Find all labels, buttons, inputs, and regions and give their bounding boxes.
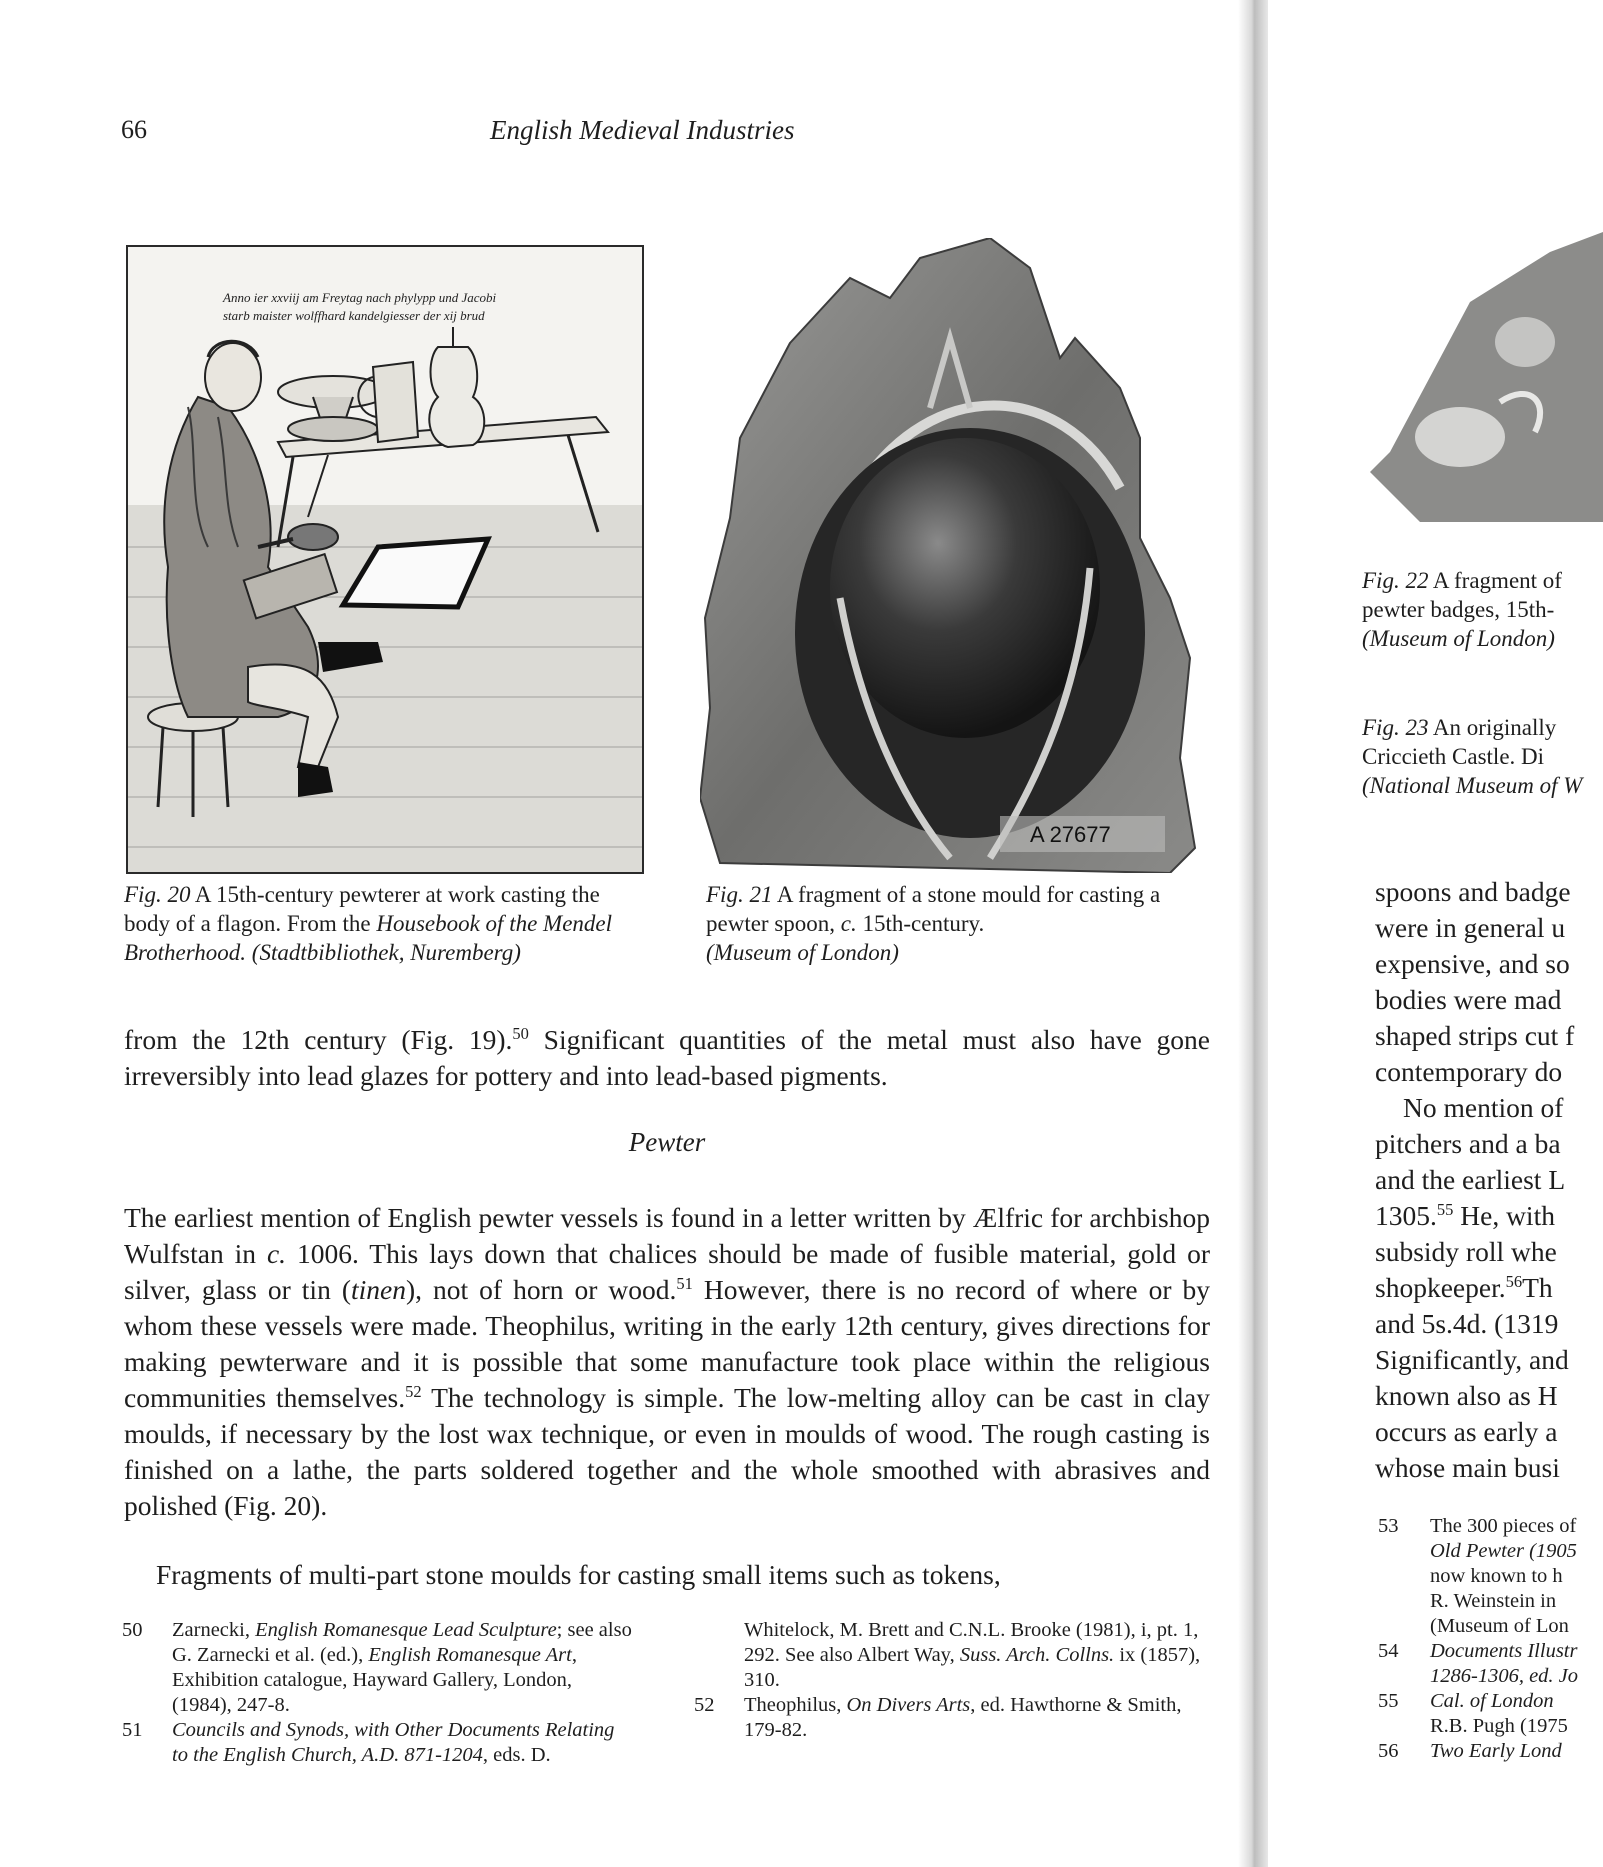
footnote-ref-50: 50 xyxy=(512,1023,529,1043)
figure-23-label: Fig. 23 xyxy=(1362,715,1429,740)
fn52-b: On Divers Arts xyxy=(846,1694,971,1716)
right-line-text: He, with xyxy=(1460,1200,1555,1231)
running-title: English Medieval Industries xyxy=(490,115,795,145)
para2-text-e: The technology is simple. The low-melting alloy can be cast in clay moulds, if necessary by the lost wax technique, or even in moulds of wood. The rough casting is finished on a lathe, the parts soldered together and the whole smoothed with abrasives and polished (Fig. 20). xyxy=(124,1382,1210,1521)
footnote-50-number: 50 xyxy=(122,1619,143,1641)
para2-tinen: tinen xyxy=(350,1274,406,1305)
figure-20-illustration xyxy=(126,245,644,874)
figure-22-caption xyxy=(1362,566,1603,653)
figure-21-caption-circa: c. xyxy=(840,911,857,936)
para2-text-c: ), not of horn or wood. xyxy=(405,1274,677,1305)
right-footnote-text: Old Pewter (1905 xyxy=(1430,1540,1577,1562)
right-footnote-number: 53 xyxy=(1378,1515,1399,1537)
fn50-a: Zarnecki, xyxy=(172,1619,256,1641)
figure-20-caption xyxy=(124,880,634,967)
fn52-a: Theophilus, xyxy=(744,1694,847,1716)
right-line: spoons and badge xyxy=(1375,876,1571,907)
figure-21-caption xyxy=(706,880,1206,967)
right-footnote xyxy=(1378,1564,1603,1589)
page-number: 66 xyxy=(121,115,147,144)
para2-text-d: However, there is no record of where or by whom these vessels were made. Theophilus, writing in the early 12th century, gives directions for making pewterware and it is possible that some manufacture took place within the religious communities themselves. xyxy=(124,1274,1211,1413)
fn51-b: , eds. D. xyxy=(482,1744,551,1766)
paragraph-continuation xyxy=(124,1022,1210,1094)
fn50-d: English Romanesque Art xyxy=(368,1644,572,1666)
right-footnote-text: now known to h xyxy=(1430,1565,1563,1587)
manuscript-inscription-line1: Anno ier xxviij am Freytag nach phylypp und Jacobi xyxy=(223,290,497,305)
figure-20-label: Fig. 20 xyxy=(124,882,191,907)
right-footnote-number: 55 xyxy=(1378,1690,1399,1712)
paragraph-fragments: Fragments of multi-part stone moulds for casting small items such as tokens, xyxy=(156,1559,1001,1590)
right-footnote-text: The 300 pieces of xyxy=(1430,1515,1577,1537)
right-footnote-text: (Museum of Lon xyxy=(1430,1615,1569,1637)
figure-21-caption-source: (Museum of London) xyxy=(706,940,899,965)
figure-23-caption-text: An originally xyxy=(1428,715,1557,740)
para1-text-b: Significant quantities of the metal must also have gone irreversibly into lead glazes for pottery and into lead-based pigments. xyxy=(124,1024,1210,1091)
para2-text-a: The earliest mention of English pewter vessels is found in a letter written by Ælfric for archbishop Wulfstan in xyxy=(124,1202,1210,1269)
book-gutter xyxy=(1238,0,1268,1867)
footnote-51-number: 51 xyxy=(122,1719,143,1741)
right-line: bodies were mad xyxy=(1375,984,1562,1015)
figure-22-label: Fig. 22 xyxy=(1362,568,1429,593)
right-footnote xyxy=(1378,1614,1603,1639)
figure-23-caption-line2: Criccieth Castle. Di xyxy=(1362,744,1545,769)
right-footnote xyxy=(1378,1664,1603,1689)
footnote-52 xyxy=(694,1693,1210,1743)
figure-20-caption-text: A 15th-century pewterer at work casting the body of a flagon. From the xyxy=(124,882,600,936)
figure-21-label: Fig. 21 xyxy=(706,882,773,907)
figure-22-caption-source: (Museum of London) xyxy=(1362,626,1555,651)
right-line xyxy=(1375,1270,1603,1306)
right-footnote-text: R. Weinstein in xyxy=(1430,1590,1557,1612)
right-line: subsidy roll whe xyxy=(1375,1236,1557,1267)
right-line-text: shopkeeper. xyxy=(1375,1272,1506,1303)
right-line-text: Th xyxy=(1522,1272,1553,1303)
fn52-c: , ed. Hawthorne & Smith, 179-82. xyxy=(744,1694,1182,1741)
fn51c-a: Whitelock, M. Brett and C.N.L. Brooke (1981), i, pt. 1, 292. See also Albert Way, xyxy=(744,1619,1199,1666)
right-footnote-text: 1286-1306, ed. Jo xyxy=(1430,1665,1579,1687)
right-page-text xyxy=(1375,874,1603,1486)
right-footnote-text: R.B. Pugh (1975 xyxy=(1430,1715,1568,1737)
right-line: known also as H xyxy=(1375,1380,1558,1411)
right-line: Significantly, and xyxy=(1375,1344,1569,1375)
footnote-50 xyxy=(122,1618,632,1718)
footnote-ref-51: 51 xyxy=(676,1273,693,1293)
footnote-ref-52: 52 xyxy=(405,1381,422,1401)
section-heading: Pewter xyxy=(628,1127,706,1157)
footnote-51-continued xyxy=(744,1618,1210,1693)
right-line: whose main busi xyxy=(1375,1452,1560,1483)
right-footnote xyxy=(1378,1639,1603,1664)
right-line-text: 1305. xyxy=(1375,1200,1437,1231)
fn50-e: , Exhibition catalogue, Hayward Gallery, London, (1984), 247-8. xyxy=(172,1644,577,1716)
stone-mould-photo xyxy=(700,238,1200,873)
right-footnote-number: 54 xyxy=(1378,1640,1399,1662)
right-footnote-text: Documents Illustr xyxy=(1430,1640,1578,1662)
right-line: were in general u xyxy=(1375,912,1566,943)
right-footnote xyxy=(1378,1689,1603,1714)
right-footnote xyxy=(1378,1589,1603,1614)
figure-23-caption xyxy=(1362,713,1603,800)
right-line xyxy=(1375,1198,1603,1234)
footnote-52-number: 52 xyxy=(694,1694,715,1716)
right-line: contemporary do xyxy=(1375,1056,1563,1087)
figure-22-caption-line2: pewter badges, 15th- xyxy=(1362,597,1555,622)
para2-text-b: 1006. This lays down that chalices should be made of fusible material, gold or silver, glass or tin ( xyxy=(124,1238,1210,1305)
right-footnote xyxy=(1378,1739,1603,1764)
para2-circa: c. xyxy=(266,1238,287,1269)
museum-number: A 27677 xyxy=(1030,822,1111,847)
footnote-ref-56: 56 xyxy=(1505,1271,1523,1291)
para1-text-a: from the 12th century (Fig. 19). xyxy=(124,1024,513,1055)
figure-21-photo xyxy=(700,238,1200,873)
figure-21-caption-date: 15th-century. xyxy=(856,911,985,936)
right-line: shaped strips cut f xyxy=(1375,1020,1575,1051)
right-page-footnotes xyxy=(1378,1514,1603,1764)
footnotes-column-left xyxy=(122,1618,632,1768)
footnote-ref-55: 55 xyxy=(1436,1199,1454,1219)
fn51c-b: Suss. Arch. Collns. xyxy=(959,1644,1115,1666)
right-line: No mention of xyxy=(1403,1092,1564,1123)
pewterer-drawing xyxy=(128,247,642,872)
fn51c-c: ix (1857), 310. xyxy=(744,1644,1201,1691)
figure-20-caption-source: Housebook of the Mendel Brotherhood. (Stadtbibliothek, Nuremberg) xyxy=(124,911,613,965)
footnote-51 xyxy=(122,1718,632,1768)
figure-23-caption-source: (National Museum of W xyxy=(1362,773,1583,798)
right-footnote-text: Cal. of London xyxy=(1430,1690,1554,1712)
fn50-c: ; see also G. Zarnecki et al. (ed.), xyxy=(172,1619,632,1666)
right-line: and 5s.4d. (1319 xyxy=(1375,1308,1559,1339)
right-line: occurs as early a xyxy=(1375,1416,1558,1447)
badge-fragment-photo xyxy=(1350,232,1603,532)
footnotes-column-right xyxy=(694,1618,1210,1743)
right-line: expensive, and so xyxy=(1375,948,1570,979)
manuscript-inscription-line2: starb maister wolffhard kandelgiesser der xij brud xyxy=(223,308,485,323)
fn50-b: English Romanesque Lead Sculpture xyxy=(255,1619,557,1641)
right-line: pitchers and a ba xyxy=(1375,1128,1561,1159)
right-footnote-text: Two Early Lond xyxy=(1430,1740,1562,1762)
right-footnote-number: 56 xyxy=(1378,1740,1399,1762)
figure-22-caption-text: A fragment of xyxy=(1428,568,1562,593)
fn51-a: Councils and Synods, with Other Documents Relating to the English Church, A.D. 871-1204 xyxy=(172,1719,615,1766)
right-footnote xyxy=(1378,1514,1603,1539)
right-footnote xyxy=(1378,1714,1603,1739)
figure-22-photo xyxy=(1350,232,1603,532)
figure-21-caption-text: A fragment of a stone mould for casting a pewter spoon, xyxy=(706,882,1161,936)
right-line: and the earliest L xyxy=(1375,1164,1566,1195)
paragraph-pewter xyxy=(124,1200,1210,1524)
right-footnote xyxy=(1378,1539,1603,1564)
